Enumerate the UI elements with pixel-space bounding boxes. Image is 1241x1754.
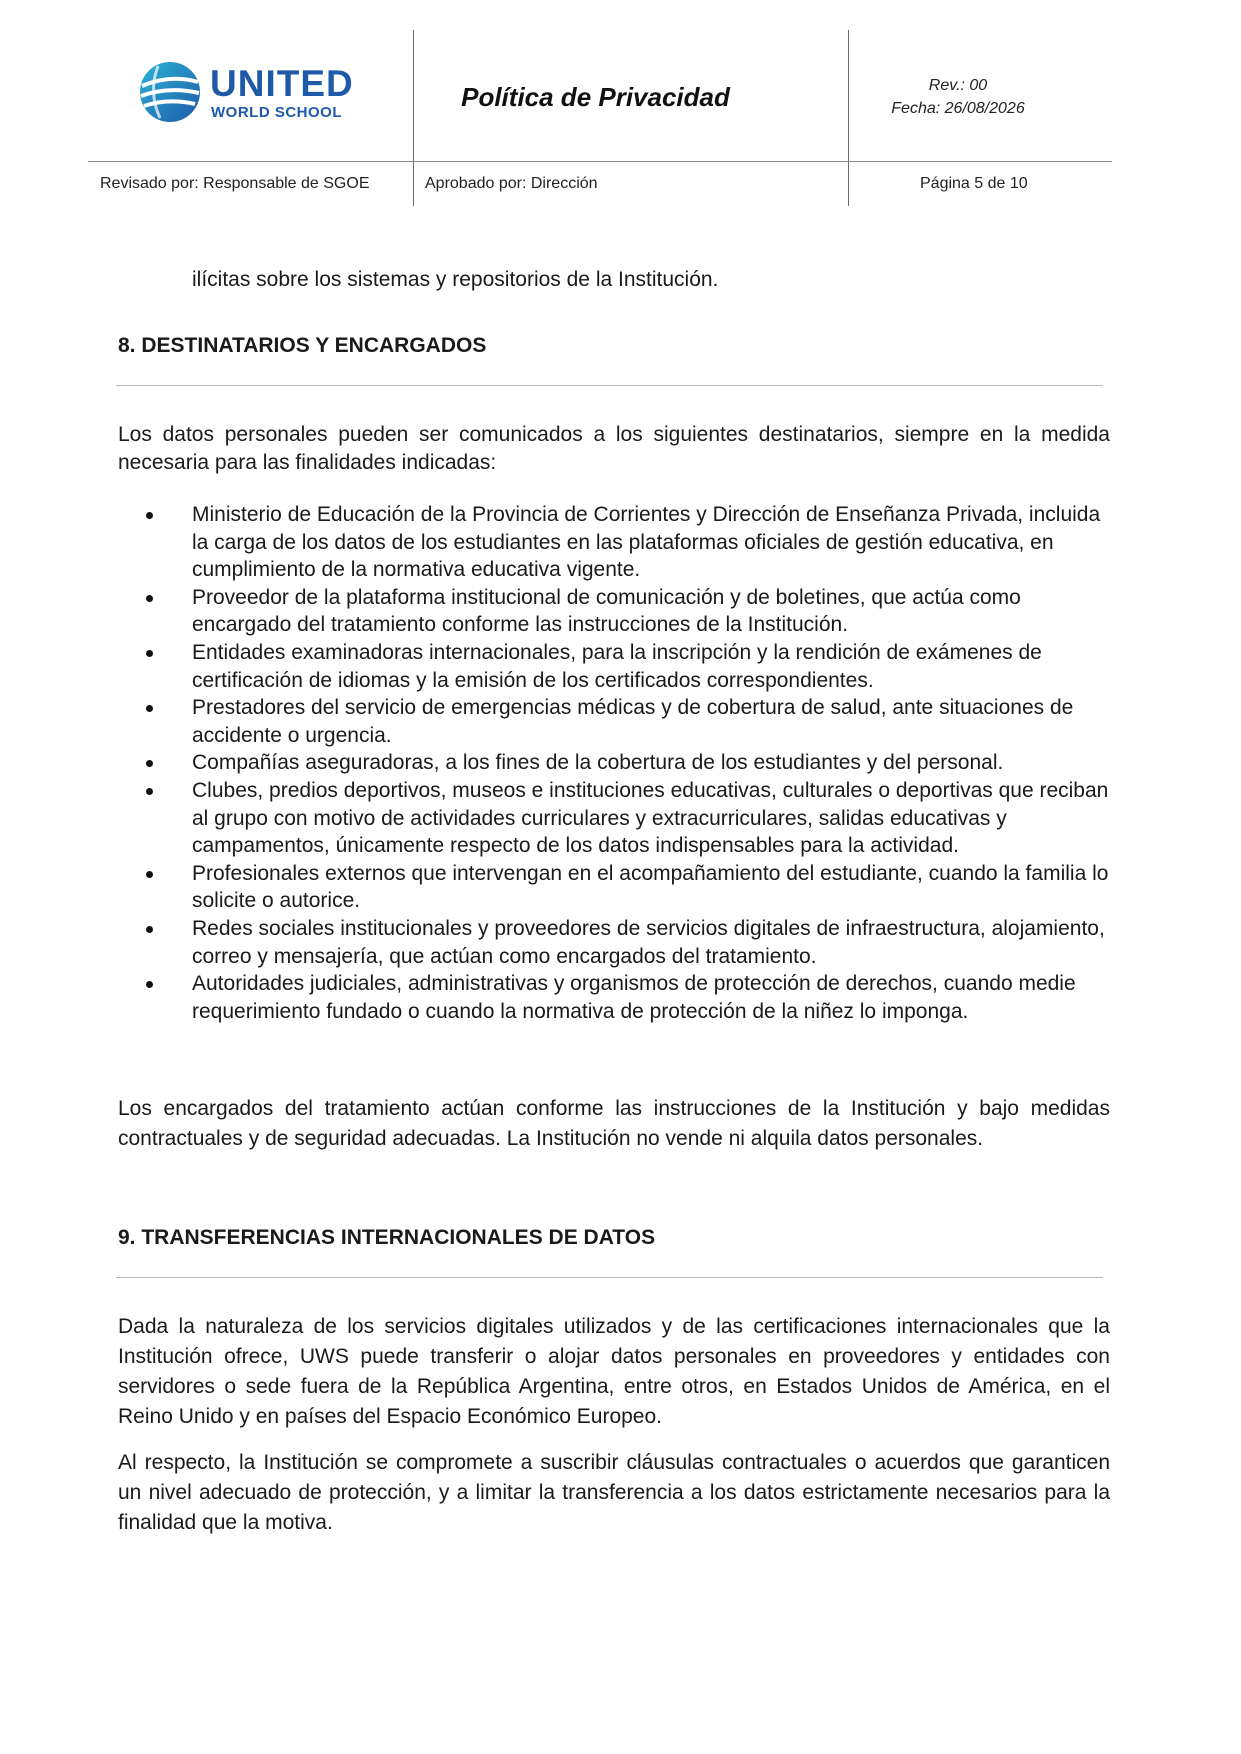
list-item-text: Prestadores del servicio de emergencias médicas y de cobertura de salud, ante situaciones de accidente o urgencia. bbox=[192, 696, 1074, 747]
section-rule bbox=[116, 385, 1103, 386]
commitment-paragraph: Al respecto, la Institución se compromete a suscribir cláusulas contractuales o acuerdos que garanticen un nivel adecuado de protección, y a limitar la transferencia a los datos estrictamente necesarios para la finalidad que la motiva. bbox=[118, 1451, 1110, 1534]
bullet-icon bbox=[146, 871, 153, 878]
transfer-paragraph: Dada la naturaleza de los servicios digitales utilizados y de las certificaciones internacionales que la Institución ofrece, UWS puede transferir o alojar datos personales en proveedores y entidades con servidores o sede fuera de la República Argentina, entre otros, en Estados Unidos de América, en el Reino Unido y en países del Espacio Económico Europeo. bbox=[118, 1315, 1110, 1428]
page-number: Página 5 de 10 bbox=[920, 175, 1028, 192]
list-item bbox=[118, 694, 1113, 749]
section-8-closing bbox=[118, 1094, 1110, 1154]
bullet-icon bbox=[146, 512, 153, 519]
list-item bbox=[118, 915, 1113, 970]
section-9-heading: 9. TRANSFERENCIAS INTERNACIONALES DE DATOS bbox=[118, 1226, 656, 1249]
approved-by: Aprobado por: Dirección bbox=[425, 175, 598, 192]
list-item bbox=[118, 501, 1113, 584]
list-item-text: Proveedor de la plataforma institucional de comunicación y de boletines, que actúa como encargado del tratamiento conforme las instrucciones de la Institución. bbox=[192, 585, 1021, 637]
continuation-text: ilícitas sobre los sistemas y repositorios de la Institución. bbox=[192, 268, 719, 291]
reviewed-by: Revisado por: Responsable de SGOE bbox=[100, 175, 370, 192]
list-item bbox=[118, 584, 1113, 639]
revision-number: Rev.: 00 bbox=[928, 77, 988, 94]
section-rule bbox=[116, 1277, 1103, 1278]
list-item-text: Autoridades judiciales, administrativas y organismos de protección de derechos, cuando medie requerimiento fundado o cuando la normativa de protección de la niñez lo imponga. bbox=[192, 972, 1076, 1023]
list-item bbox=[118, 777, 1113, 860]
revision-info bbox=[848, 74, 1068, 120]
list-item bbox=[118, 639, 1113, 694]
list-item-text: Redes sociales institucionales y proveedores de servicios digitales de infraestructura, alojamiento, correo y mensajería, que actúan como encargados del tratamiento. bbox=[192, 916, 1105, 968]
list-item-text: Ministerio de Educación de la Provincia de Corrientes y Dirección de Enseñanza Privada, incluida la carga de los datos de los estudiantes en las plataformas oficiales de gestión educativa, en cumplimiento de la normativa educativa vigente. bbox=[192, 503, 1101, 582]
list-item bbox=[118, 749, 1113, 777]
list-item bbox=[118, 860, 1113, 915]
section-9-paragraph-1 bbox=[118, 1312, 1110, 1432]
list-item-text: Clubes, predios deportivos, museos e instituciones educativas, culturales o deportivas que reciban al grupo con motivo de actividades curriculares y extracurriculares, salidas educativas y campamentos, únicamente respecto de los datos indispensables para la actividad. bbox=[192, 778, 1109, 858]
bullet-icon bbox=[146, 705, 153, 712]
bullet-icon bbox=[146, 650, 153, 657]
school-logo bbox=[138, 60, 358, 130]
bullet-icon bbox=[146, 926, 153, 933]
list-item-text: Entidades examinadoras internacionales, para la inscripción y la rendición de exámenes de certificación de idiomas y la emisión de los certificados correspondientes. bbox=[192, 640, 1042, 692]
list-item bbox=[118, 970, 1113, 1025]
bullet-icon bbox=[146, 760, 153, 767]
globe-icon bbox=[138, 60, 202, 124]
revision-date: Fecha: 26/08/2026 bbox=[891, 100, 1025, 117]
bullet-icon bbox=[146, 788, 153, 795]
document-header bbox=[88, 30, 1112, 206]
recipients-list bbox=[118, 501, 1113, 1025]
header-divider bbox=[413, 30, 414, 206]
bullet-icon bbox=[146, 981, 153, 988]
closing-paragraph: Los encargados del tratamiento actúan conforme las instrucciones de la Institución y bajo medidas contractuales y de seguridad adecuadas. La Institución no vende ni alquila datos personales. bbox=[118, 1097, 1110, 1150]
section-9-paragraph-2 bbox=[118, 1448, 1110, 1538]
list-item-text: Profesionales externos que intervengan en el acompañamiento del estudiante, cuando la familia lo solicite o autorice. bbox=[192, 861, 1109, 913]
header-divider bbox=[88, 161, 1112, 162]
bullet-icon bbox=[146, 595, 153, 602]
section-8-heading: 8. DESTINATARIOS Y ENCARGADOS bbox=[118, 334, 487, 357]
list-item-text: Compañías aseguradoras, a los fines de la cobertura de los estudiantes y del personal. bbox=[192, 751, 1004, 775]
logo-subtitle: WORLD SCHOOL bbox=[211, 104, 342, 121]
logo-wordmark: UNITED bbox=[210, 63, 354, 104]
section-8-intro bbox=[118, 421, 1110, 477]
intro-paragraph: Los datos personales pueden ser comunicados a los siguientes destinatarios, siempre en la medida necesaria para las finalidades indicadas: bbox=[118, 423, 1110, 474]
document-title: Política de Privacidad bbox=[461, 82, 730, 112]
